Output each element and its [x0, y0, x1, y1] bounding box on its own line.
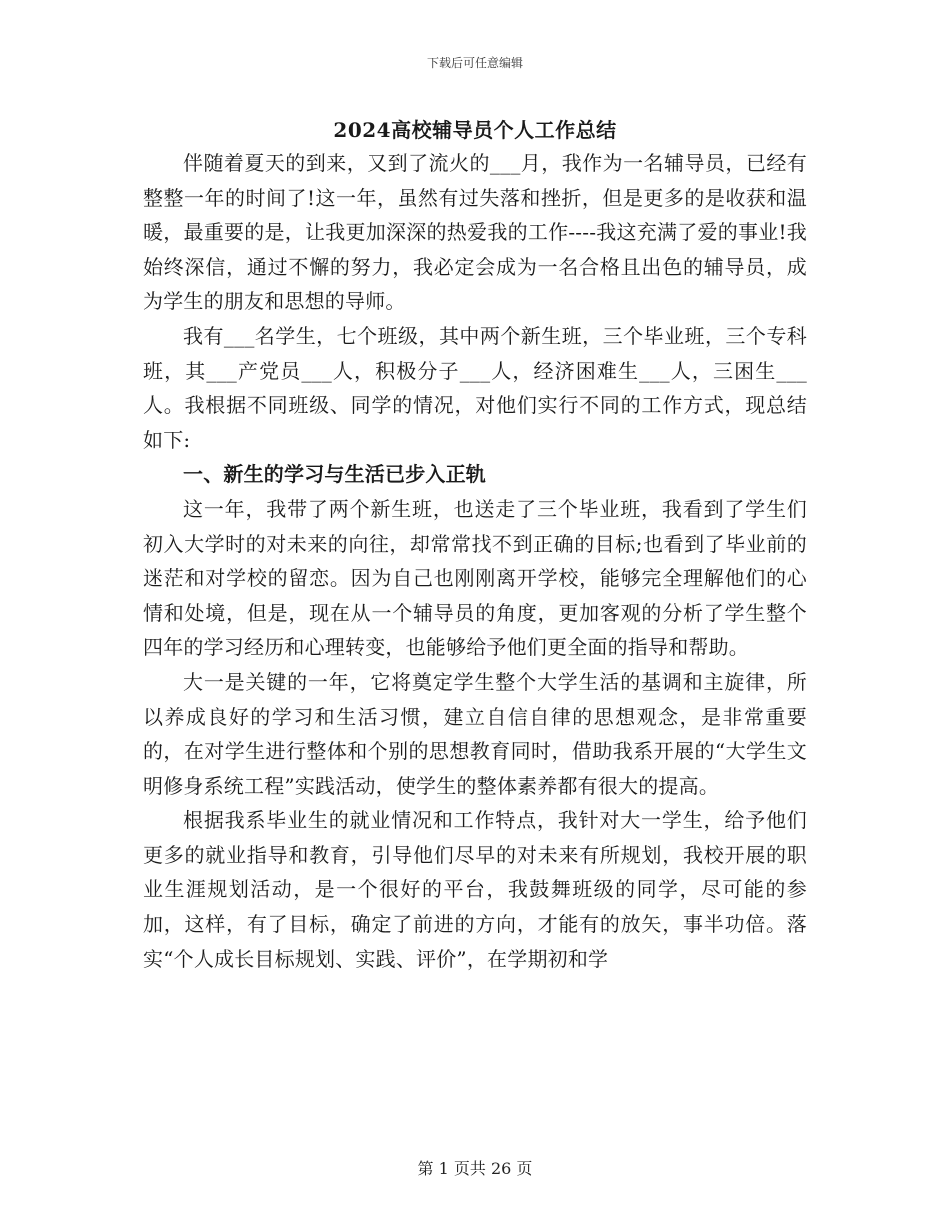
document-body [143, 146, 807, 976]
overview-paragraph: 我有___名学生，七个班级，其中两个新生班，三个毕业班，三个专科班，其___产党员___人，积极分子___人，经济困难生___人，三困生___人。我根据不同班级、同学的情况，对他们实行不同的工作方式，现总结如下: [143, 323, 807, 452]
document-title: 2024高校辅导员个人工作总结 [333, 118, 617, 142]
section-paragraph: 这一年，我带了两个新生班，也送走了三个毕业班，我看到了学生们初入大学时的对未来的向往，却常常找不到正确的目标;也看到了毕业前的迷茫和对学校的留恋。因为自己也刚刚离开学校，能够完全理解他们的心情和处境，但是，现在从一个辅导员的角度，更加客观的分析了学生整个四年的学习经历和心理转变，也能够给予他们更全面的指导和帮助。 [143, 496, 807, 660]
page-header-note: 下载后可任意编辑 [426, 56, 523, 70]
section-paragraph: 根据我系毕业生的就业情况和工作特点，我针对大一学生，给予他们更多的就业指导和教育，引导他们尽早的对未来有所规划，我校开展的职业生涯规划活动，是一个很好的平台，我鼓舞班级的同学，尽可能的参加，这样，有了目标，确定了前进的方向，才能有的放矢，事半功倍。落实“个人成长目标规划、实践、评价”，在学期初和学 [143, 808, 807, 971]
intro-paragraph: 伴随着夏天的到来，又到了流火的___月，我作为一名辅导员，已经有整整一年的时间了!这一年，虽然有过失落和挫折，但是更多的是收获和温暖，最重要的是，让我更加深深的热爱我的工作----我这充满了爱的事业!我始终深信，通过不懈的努力，我必定会成为一名合格且出色的辅导员，成为学生的朋友和思想的导师。 [143, 151, 807, 314]
section-heading: 一、新生的学习与生活已步入正轨 [183, 462, 486, 487]
section-paragraph: 大一是关键的一年，它将奠定学生整个大学生活的基调和主旋律，所以养成良好的学习和生活习惯，建立自信自律的思想观念，是非常重要的，在对学生进行整体和个别的思想教育同时，借助我系开展的“大学生文明修身系统工程”实践活动，使学生的整体素养都有很大的提高。 [143, 669, 807, 798]
page-footer: 第 1 页共 26 页 [417, 1159, 533, 1178]
